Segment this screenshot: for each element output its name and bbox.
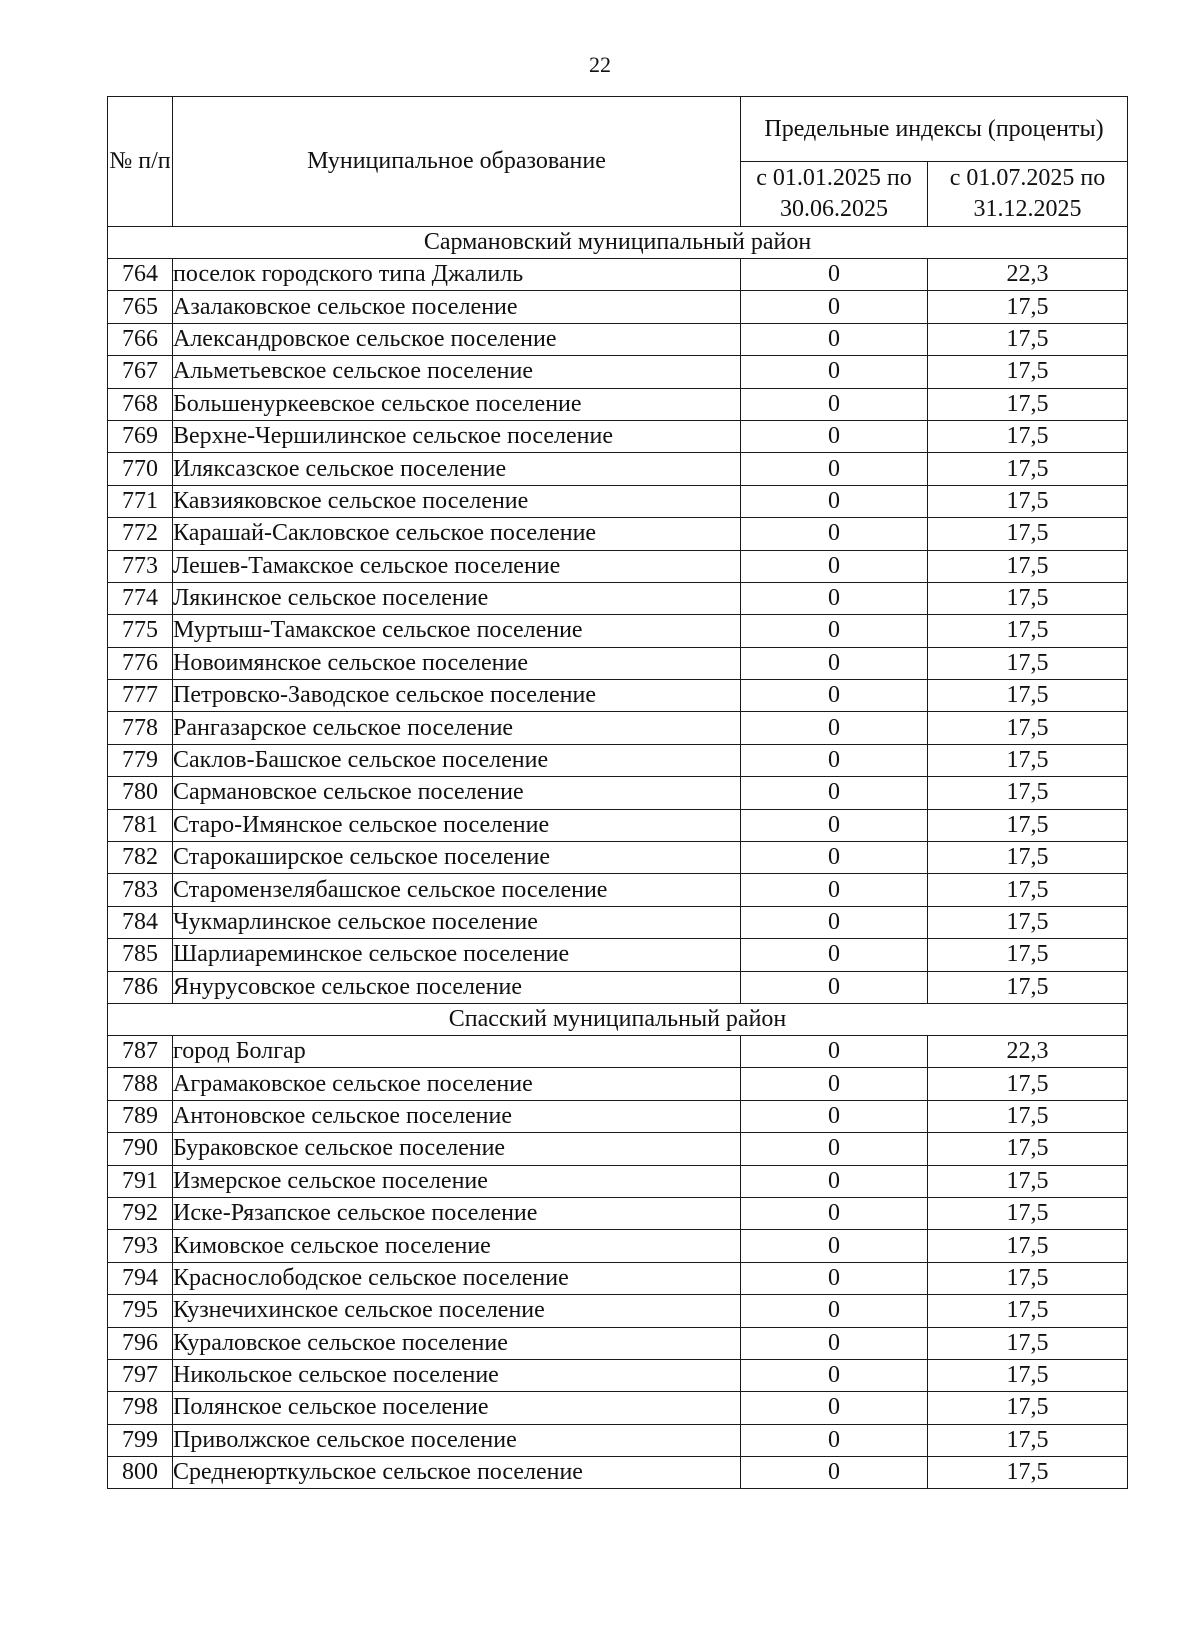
table-row	[108, 356, 1128, 388]
index-period-1: 0	[741, 874, 928, 906]
municipality-name: Аграмаковское сельское поселение	[173, 1068, 741, 1100]
row-number: 781	[108, 809, 173, 841]
municipality-name: Верхне-Чершилинское сельское поселение	[173, 420, 741, 452]
row-number: 764	[108, 259, 173, 291]
municipality-name: Бураковское сельское поселение	[173, 1133, 741, 1165]
index-period-2: 17,5	[928, 1100, 1128, 1132]
index-period-2: 17,5	[928, 1230, 1128, 1262]
row-number: 788	[108, 1068, 173, 1100]
row-number: 765	[108, 291, 173, 323]
index-period-2: 17,5	[928, 420, 1128, 452]
index-period-2: 17,5	[928, 906, 1128, 938]
municipality-name: Альметьевское сельское поселение	[173, 356, 741, 388]
table-row	[108, 874, 1128, 906]
row-number: 776	[108, 647, 173, 679]
index-period-2: 17,5	[928, 809, 1128, 841]
table-row	[108, 939, 1128, 971]
index-period-1: 0	[741, 680, 928, 712]
section-title: Сармановский муниципальный район	[108, 227, 1128, 259]
municipality-name: поселок городского типа Джалиль	[173, 259, 741, 291]
table-row	[108, 842, 1128, 874]
index-period-1: 0	[741, 971, 928, 1003]
municipality-name: Чукмарлинское сельское поселение	[173, 906, 741, 938]
index-period-2: 17,5	[928, 1327, 1128, 1359]
row-number: 789	[108, 1100, 173, 1132]
row-number: 767	[108, 356, 173, 388]
index-period-1: 0	[741, 1262, 928, 1294]
table-row	[108, 1133, 1128, 1165]
table-row	[108, 647, 1128, 679]
index-period-1: 0	[741, 1165, 928, 1197]
table-row	[108, 1262, 1128, 1294]
row-number: 791	[108, 1165, 173, 1197]
table-row	[108, 388, 1128, 420]
table-row	[108, 1457, 1128, 1489]
table-row	[108, 1197, 1128, 1229]
header-index-group: Предельные индексы (проценты)	[741, 97, 1128, 162]
row-number: 773	[108, 550, 173, 582]
index-period-1: 0	[741, 453, 928, 485]
index-period-1: 0	[741, 1133, 928, 1165]
table-row	[108, 582, 1128, 614]
index-period-1: 0	[741, 809, 928, 841]
municipality-name: Кураловское сельское поселение	[173, 1327, 741, 1359]
row-number: 800	[108, 1457, 173, 1489]
table-row	[108, 485, 1128, 517]
table-row	[108, 1327, 1128, 1359]
index-period-1: 0	[741, 518, 928, 550]
index-period-1: 0	[741, 1197, 928, 1229]
index-period-2: 17,5	[928, 680, 1128, 712]
municipality-name: Муртыш-Тамакское сельское поселение	[173, 615, 741, 647]
index-period-2: 17,5	[928, 388, 1128, 420]
index-period-2: 17,5	[928, 453, 1128, 485]
table-row	[108, 1230, 1128, 1262]
index-period-1: 0	[741, 420, 928, 452]
index-period-2: 17,5	[928, 485, 1128, 517]
table-row	[108, 1165, 1128, 1197]
table-row	[108, 1035, 1128, 1067]
municipality-name: Лякинское сельское поселение	[173, 582, 741, 614]
municipality-name: Старомензелябашское сельское поселение	[173, 874, 741, 906]
index-period-2: 17,5	[928, 1165, 1128, 1197]
index-period-2: 17,5	[928, 1262, 1128, 1294]
table-body	[108, 227, 1128, 1489]
row-number: 797	[108, 1359, 173, 1391]
municipality-name: Александровское сельское поселение	[173, 323, 741, 355]
index-period-1: 0	[741, 1327, 928, 1359]
index-period-1: 0	[741, 485, 928, 517]
index-period-2: 17,5	[928, 1424, 1128, 1456]
row-number: 786	[108, 971, 173, 1003]
index-period-2: 17,5	[928, 842, 1128, 874]
row-number: 780	[108, 777, 173, 809]
table-row	[108, 323, 1128, 355]
municipality-name: Рангазарское сельское поселение	[173, 712, 741, 744]
index-period-1: 0	[741, 323, 928, 355]
index-period-1: 0	[741, 1100, 928, 1132]
section-header-row	[108, 227, 1128, 259]
index-period-2: 17,5	[928, 744, 1128, 776]
table-row	[108, 777, 1128, 809]
index-period-1: 0	[741, 1392, 928, 1424]
table-row	[108, 971, 1128, 1003]
row-number: 769	[108, 420, 173, 452]
index-period-1: 0	[741, 744, 928, 776]
row-number: 787	[108, 1035, 173, 1067]
index-period-2: 17,5	[928, 1295, 1128, 1327]
table-row	[108, 712, 1128, 744]
municipality-name: Петровско-Заводское сельское поселение	[173, 680, 741, 712]
index-period-2: 17,5	[928, 323, 1128, 355]
index-period-1: 0	[741, 1035, 928, 1067]
row-number: 777	[108, 680, 173, 712]
municipality-name: Антоновское сельское поселение	[173, 1100, 741, 1132]
index-period-1: 0	[741, 712, 928, 744]
row-number: 796	[108, 1327, 173, 1359]
header-period-1: с 01.01.2025 по 30.06.2025	[741, 162, 928, 227]
index-period-2: 17,5	[928, 615, 1128, 647]
municipality-name: Иске-Рязапское сельское поселение	[173, 1197, 741, 1229]
row-number: 775	[108, 615, 173, 647]
index-period-2: 17,5	[928, 518, 1128, 550]
index-period-2: 22,3	[928, 259, 1128, 291]
header-municipality: Муниципальное образование	[173, 97, 741, 227]
municipality-name: Старокаширское сельское поселение	[173, 842, 741, 874]
index-period-1: 0	[741, 1230, 928, 1262]
municipality-name: Никольское сельское поселение	[173, 1359, 741, 1391]
row-number: 766	[108, 323, 173, 355]
municipality-name: Кузнечихинское сельское поселение	[173, 1295, 741, 1327]
index-period-2: 17,5	[928, 356, 1128, 388]
index-period-1: 0	[741, 1359, 928, 1391]
index-period-1: 0	[741, 356, 928, 388]
table-row	[108, 906, 1128, 938]
municipality-name: Сармановское сельское поселение	[173, 777, 741, 809]
table-row	[108, 518, 1128, 550]
index-period-2: 17,5	[928, 874, 1128, 906]
municipality-name: Карашай-Сакловское сельское поселение	[173, 518, 741, 550]
index-period-1: 0	[741, 1424, 928, 1456]
index-period-2: 17,5	[928, 1457, 1128, 1489]
index-period-1: 0	[741, 291, 928, 323]
row-number: 792	[108, 1197, 173, 1229]
municipality-name: Большенуркеевское сельское поселение	[173, 388, 741, 420]
table-row	[108, 259, 1128, 291]
index-period-2: 17,5	[928, 1392, 1128, 1424]
index-period-2: 17,5	[928, 939, 1128, 971]
row-number: 799	[108, 1424, 173, 1456]
index-period-2: 17,5	[928, 550, 1128, 582]
row-number: 794	[108, 1262, 173, 1294]
table-row	[108, 453, 1128, 485]
row-number: 783	[108, 874, 173, 906]
table-row	[108, 420, 1128, 452]
row-number: 768	[108, 388, 173, 420]
index-period-1: 0	[741, 550, 928, 582]
row-number: 774	[108, 582, 173, 614]
row-number: 793	[108, 1230, 173, 1262]
index-period-1: 0	[741, 615, 928, 647]
municipality-name: Полянское сельское поселение	[173, 1392, 741, 1424]
row-number: 798	[108, 1392, 173, 1424]
table-row	[108, 680, 1128, 712]
index-period-1: 0	[741, 939, 928, 971]
table-row	[108, 291, 1128, 323]
index-period-2: 17,5	[928, 712, 1128, 744]
row-number: 790	[108, 1133, 173, 1165]
table-row	[108, 1392, 1128, 1424]
municipality-name: Иляксазское сельское поселение	[173, 453, 741, 485]
municipality-name: Кимовское сельское поселение	[173, 1230, 741, 1262]
index-period-2: 17,5	[928, 1068, 1128, 1100]
section-header-row	[108, 1003, 1128, 1035]
section-title: Спасский муниципальный район	[108, 1003, 1128, 1035]
index-period-2: 17,5	[928, 647, 1128, 679]
table-row	[108, 615, 1128, 647]
row-number: 785	[108, 939, 173, 971]
row-number: 771	[108, 485, 173, 517]
municipality-name: Лешев-Тамакское сельское поселение	[173, 550, 741, 582]
indices-table	[107, 96, 1128, 1489]
row-number: 782	[108, 842, 173, 874]
index-period-1: 0	[741, 1068, 928, 1100]
index-period-1: 0	[741, 388, 928, 420]
index-period-1: 0	[741, 1295, 928, 1327]
index-period-2: 17,5	[928, 1197, 1128, 1229]
municipality-name: Азалаковское сельское поселение	[173, 291, 741, 323]
index-period-1: 0	[741, 1457, 928, 1489]
row-number: 784	[108, 906, 173, 938]
municipality-name: Среднеюрткульское сельское поселение	[173, 1457, 741, 1489]
table-row	[108, 744, 1128, 776]
row-number: 770	[108, 453, 173, 485]
index-period-2: 17,5	[928, 971, 1128, 1003]
index-period-2: 17,5	[928, 1359, 1128, 1391]
index-period-1: 0	[741, 906, 928, 938]
index-period-2: 17,5	[928, 291, 1128, 323]
index-period-2: 17,5	[928, 1133, 1128, 1165]
table-row	[108, 1359, 1128, 1391]
municipality-name: Кавзияковское сельское поселение	[173, 485, 741, 517]
municipality-name: Старо-Имянское сельское поселение	[173, 809, 741, 841]
index-period-2: 17,5	[928, 777, 1128, 809]
municipality-name: Шарлиареминское сельское поселение	[173, 939, 741, 971]
row-number: 772	[108, 518, 173, 550]
row-number: 779	[108, 744, 173, 776]
header-period-2: с 01.07.2025 по 31.12.2025	[928, 162, 1128, 227]
table-row	[108, 1068, 1128, 1100]
index-period-1: 0	[741, 647, 928, 679]
municipality-name: Измерское сельское поселение	[173, 1165, 741, 1197]
index-period-2: 17,5	[928, 582, 1128, 614]
index-period-1: 0	[741, 582, 928, 614]
municipality-name: город Болгар	[173, 1035, 741, 1067]
table-row	[108, 1100, 1128, 1132]
table-row	[108, 809, 1128, 841]
table-header	[108, 97, 1128, 227]
index-period-1: 0	[741, 777, 928, 809]
table-row	[108, 1424, 1128, 1456]
municipality-name: Приволжское сельское поселение	[173, 1424, 741, 1456]
header-number: № п/п	[108, 97, 173, 227]
row-number: 778	[108, 712, 173, 744]
table-row	[108, 550, 1128, 582]
municipality-name: Новоимянское сельское поселение	[173, 647, 741, 679]
table-row	[108, 1295, 1128, 1327]
index-period-1: 0	[741, 842, 928, 874]
page-number: 22	[589, 52, 611, 77]
municipality-name: Саклов-Башское сельское поселение	[173, 744, 741, 776]
index-period-1: 0	[741, 259, 928, 291]
municipality-name: Краснослободское сельское поселение	[173, 1262, 741, 1294]
municipality-name: Янурусовское сельское поселение	[173, 971, 741, 1003]
index-period-2: 22,3	[928, 1035, 1128, 1067]
row-number: 795	[108, 1295, 173, 1327]
